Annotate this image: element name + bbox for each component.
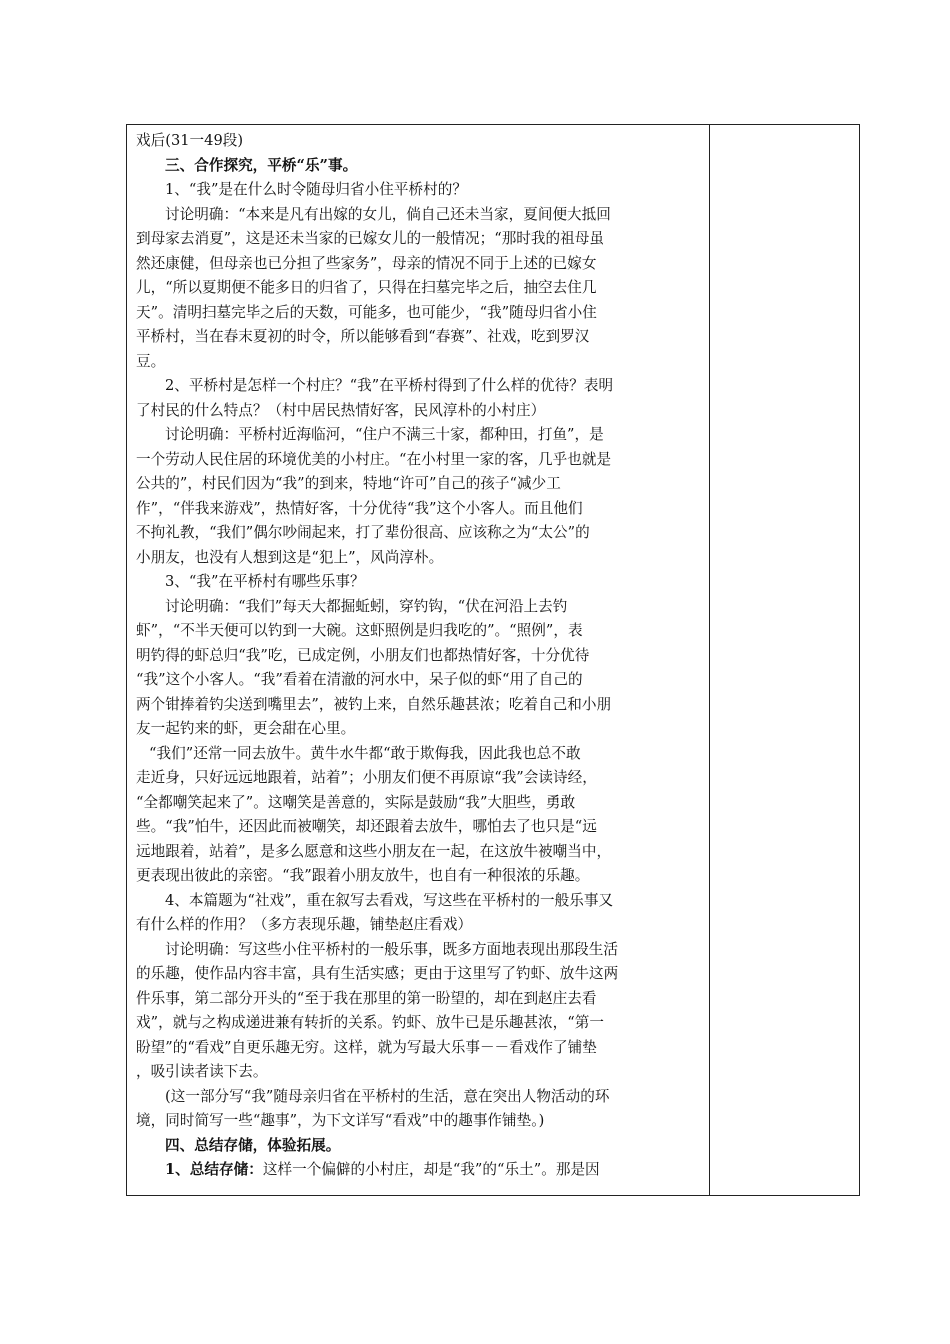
text-line: 豆。 [136,352,166,370]
summary-text: 这样一个偏僻的小村庄，却是“我”的“乐土”。那是因 [262,1161,600,1178]
text-line: 四、总结存储，体验拓展。 [165,1136,341,1154]
text-line: “全都嘲笑起来了”。这嘲笑是善意的，实际是鼓励“我”大胆些，勇敢 [136,793,576,811]
text-line: 一个劳动人民住居的环境优美的小村庄。“在小村里一家的客，几乎也就是 [136,450,612,468]
text-line: 两个钳捧着钓尖送到嘴里去”，被钓上来，自然乐趣甚浓；吃着自己和小朋 [136,695,612,713]
text-line: 更表现出彼此的亲密。“我”跟着小朋友放牛，也自有一种很浓的乐趣。 [136,867,590,884]
text-line: 讨论明确：“本来是凡有出嫁的女儿，倘自己还未当家，夏间便大抵回 [165,205,611,223]
text-line: 的乐趣，使作品内容丰富，具有生活实感；更由于这里写了钓虾、放牛这两 [136,965,619,982]
text-line: “我”这个小客人。“我”看着在清澈的河水中，呆子似的虾“用了自己的 [136,671,583,688]
text-line: ，吸引读者读下去。 [136,1063,268,1080]
text-line: 走近身，只好远远地跟着，站着”；小朋友们便不再原谅“我”会读诗经， [136,769,597,786]
text-line: 明钓得的虾总归“我”吃，已成定例，小朋友们也都热情好客，十分优待 [136,646,590,664]
text-line: 讨论明确：平桥村近海临河，“住户不满三十家，都种田，打鱼”，是 [165,426,604,443]
text-line: 盼望”的“看戏”自更乐趣无穷。这样，就为写最大乐事－－看戏作了铺垫 [136,1038,597,1056]
text-line: 1、“我”是在什么时令随母归省小住平桥村的？ [165,181,467,198]
text-line: 虾”，“不半天便可以钓到一大碗。这虾照例是归我吃的”。“照例”，表 [136,622,583,639]
summary-label: 1、总结存储： [165,1161,263,1178]
text-line: 讨论明确：“我们”每天大都掘蚯蚓，穿钓钩，“伏在河沿上去钓 [165,597,568,615]
text-line: 公共的”，村民们因为“我”的到来，特地“许可”自己的孩子“减少工 [136,475,561,492]
column-divider [709,125,710,1195]
text-line: 天”。清明扫墓完毕之后的天数，可能多，也可能少，“我”随母归省小住 [136,303,597,321]
text-line: 讨论明确：写这些小住平桥村的一般乐事，既多方面地表现出那段生活 [165,940,619,958]
text-line: 戏后(31一49段) [136,132,244,149]
text-line: 平桥村，当在春末夏初的时令，所以能够看到“春赛”、社戏，吃到罗汉 [136,328,590,345]
text-line: 友一起钓来的虾，更会甜在心里。 [136,720,356,737]
notes-cell [711,125,859,1195]
text-line: 小朋友，也没有人想到这是“犯上”，风尚淳朴。 [136,548,444,566]
text-line: (这一部分写“我”随母亲归省在平桥村的生活，意在突出人物活动的环 [165,1087,610,1105]
text-line: 然还康健，但母亲也已分担了些家务”，母亲的情况不同于上述的已嫁女 [136,254,597,272]
text-line: 4、本篇题为“社戏”，重在叙写去看戏，写这些在平桥村的一般乐事又 [165,891,614,909]
lesson-table [126,124,860,1196]
text-line: 境，同时简写一些“趣事”，为下文详写“看戏”中的趣事作铺垫。) [136,1112,545,1129]
text-line: 三、合作探究，平桥“乐”事。 [165,156,358,174]
text-line: 件乐事，第二部分开头的“至于我在那里的第一盼望的，却在到赵庄去看 [136,989,597,1007]
text-line: 2、平桥村是怎样一个村庄？“我”在平桥村得到了什么样的优待？表明 [165,377,614,394]
text-line: 有什么样的作用？（多方表现乐趣，铺垫赵庄看戏） [136,916,473,933]
text-line: 戏”，就与之构成递进兼有转折的关系。钓虾、放牛已是乐趣甚浓，“第一 [136,1014,604,1031]
text-line: 到母家去消夏”，这是还未当家的已嫁女儿的一般情况；“那时我的祖母虽 [136,230,604,247]
text-line: “我们”还常一同去放牛。黄牛水牛都“敢于欺侮我，因此我也总不敢 [149,744,581,762]
text-line: 远地跟着，站着”，是多么愿意和这些小朋友在一起，在这放牛被嘲当中， [136,842,612,860]
text-line: 了村民的什么特点？（村中居民热情好客，民风淳朴的小村庄） [136,401,546,419]
text-line: 不拘礼教，“我们”偶尔吵闹起来，打了辈份很高、应该称之为“太公”的 [136,524,590,541]
text-line: 儿，“所以夏期便不能多日的归省了，只得在扫墓完毕之后，抽空去住几 [136,279,597,296]
text-line: 些。“我”怕牛，还因此而被嘲笑，却还跟着去放牛，哪怕去了也只是“远 [136,818,597,835]
text-line: 作”，“伴我来游戏”，热情好客，十分优待“我”这个小客人。而且他们 [136,499,583,517]
summary-line [136,1158,704,1183]
text-line: 3、“我”在平桥村有哪些乐事？ [165,573,365,590]
content-cell [136,129,704,1183]
